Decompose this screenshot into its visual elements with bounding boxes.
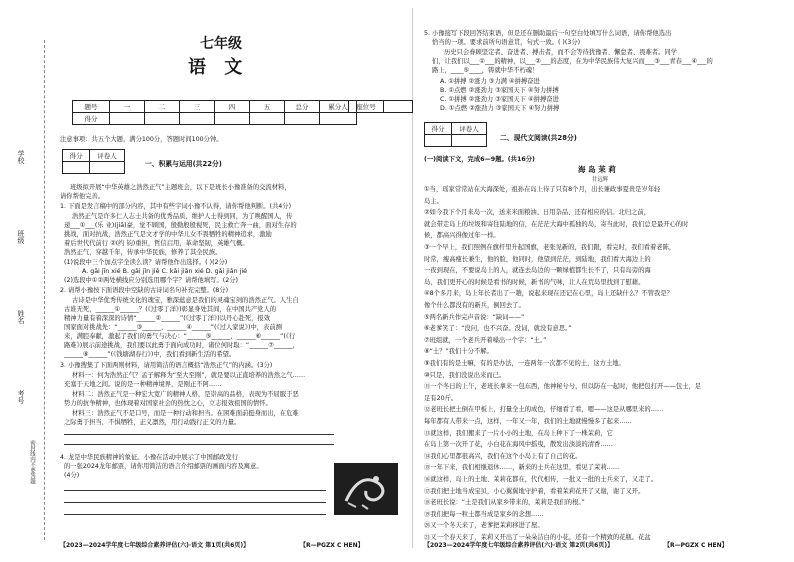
- score-reviewer-box: [62, 149, 125, 174]
- passage-line: 古谁无死，______①______？(《过零丁洋》)彰显身处其间，在中国共产党人的: [64, 306, 277, 313]
- gutter-class: 班级: [17, 230, 25, 244]
- article-line: 岛，我们更开心的时候是看书的时候，新书的气味，让人在荒岛里找到了慰藉。: [424, 278, 645, 286]
- article-line: ④8个多月来，岛上年长者出了一趟，说起来现在还记在心里，岛上还缺什么？不管我是？: [424, 290, 673, 298]
- intro-line: 请你帮他完善。: [60, 193, 105, 200]
- article-line: 候，都高兴得像过年一样。: [424, 232, 500, 240]
- dragon-icon: [334, 463, 398, 515]
- score-cell[interactable]: [110, 113, 145, 125]
- passage-line: 们，让我们以___①___的精神，以___②___的态度，在为中华民族伟大复兴而___③___青春___④___的: [432, 58, 713, 65]
- article-author: 甘远辉: [592, 177, 609, 183]
- question-5-line: 恰当的一项。要求前所句语意贯，句式一致。( )(3分): [432, 39, 581, 46]
- subsection-title: (一)阅读下文，完成6—9题。(共16分): [424, 156, 535, 163]
- question-1-options: A. gāi jīn xié B. gāi jǐn jiē C. kǎi jiǎn xié D. gǎi jiǎn jié: [82, 268, 247, 275]
- section1-title: 一、积累与运用(共22分): [145, 160, 222, 168]
- score-header: 总分: [285, 101, 320, 113]
- option-c: C. ①拼搏 ②涨劲力 ③家国天下 ④拼搏奋进: [440, 96, 559, 103]
- answer-line[interactable]: [64, 502, 326, 503]
- gutter-warning: 密封线内不要答题: [29, 440, 35, 484]
- grade-title: 七年级: [200, 36, 242, 52]
- passage-line: 浩然正气，穿越千年，传承中华民族，修养了其全民族。: [64, 249, 222, 256]
- question-4-points: (4分): [64, 472, 80, 479]
- article-line: ②如今我下个月来岛一次，送来米面粮油、日用杂品、还有相应的信。北归之前，: [424, 209, 651, 217]
- article-line: ③一个早上，我们照例在旗杆里升起国旗，老张见新的，我们跟，看完时，我们看着老陈，: [424, 244, 676, 251]
- question-1a: (1)说段中三个加点字全读么读？请帮他作出选择。( )(2分): [64, 259, 228, 266]
- score-header: 二: [145, 101, 180, 113]
- seat-table: [348, 100, 413, 113]
- passage-line: 历史只会眷顾坚定者、奋进者、搏击者，而不会等待犹豫者、懈怠者、畏难者。同学: [444, 49, 677, 56]
- article-line: ⑤两名新兵作完声音说：“缺词——”: [424, 313, 525, 321]
- article-line: 一夜到现在，不要说岛上的人，就连去岛边的一颗绿植都生长不了，只有岛旁的海: [424, 267, 651, 275]
- question-4: 4. 龙是中华民族精神的象征。小豫在活动中展示了中国邮政发行: [60, 454, 239, 461]
- passage-line: 挑战，面对抗战，浩然正气是文才学的中华儿女不畏牺牲的精神追求，激励: [64, 231, 272, 238]
- article-line: ①当，瑶家常常站在大海深处，祖孙在岛上待了只有8个月，出长兼政事夏贵是岁年轻: [424, 186, 661, 193]
- passage-line: ______⑧______”(《钱塘湖春行》)中，我们看到新生活的希望。: [64, 351, 236, 358]
- score-label: 得分: [425, 123, 452, 135]
- passage-line: 古诗是中华优秀传统文化的瑰宝，雅深蕴意是我们的灵魂宝剑的浩然正气。人生自: [72, 297, 299, 304]
- score-reviewer-box: [424, 122, 487, 147]
- footer-code-left: 【R—PGZX C HEN】: [300, 542, 364, 549]
- article-line: ⑨我们有的是土嘛，有的是办法，一连两年一次都不见的土，这方土地。: [424, 360, 625, 367]
- footer-code-right: 【R—PGZX C HEN】: [664, 542, 728, 549]
- intro-line: 班级拟开展“中华英雄之浩然正气”主题班会，以下是班长小豫准备的交流材料，: [70, 184, 291, 191]
- score-header: 累分人: [320, 101, 357, 113]
- article-line: ⑬就这样，我们搬来了一片小小的土地，在岛上种下了一株茉莉，它: [424, 429, 613, 437]
- passage-line: 国家面对挑战先：“______③______，______④______”(《过人家说》)中，表前测: [64, 324, 282, 331]
- score-cell[interactable]: [285, 113, 320, 125]
- material-line: 材料一：何为浩然正气？孟子解释为“至大至刚”，就是要以正直培养的浩然之气……: [72, 372, 306, 379]
- reviewer-label: 评卷人: [90, 150, 125, 162]
- score-header: 三: [180, 101, 215, 113]
- answer-line[interactable]: [64, 434, 334, 435]
- section2-title: 二、现代文阅读(共28分): [500, 134, 577, 142]
- score-header: 题号: [73, 101, 110, 113]
- article-line: ⑲我们把每一粒土都当成是家乡的念想……: [424, 510, 544, 518]
- option-b: B. ①点燃 ②涨劲力 ③家国天下 ④努力拼搏: [440, 87, 559, 94]
- seat-cell[interactable]: [384, 101, 413, 113]
- score-cell[interactable]: [250, 113, 285, 125]
- passage-line: 着后世代代前行 ②(约 钧)重担，哲信启用，革命坚韧，英雄气概。: [64, 240, 249, 247]
- option-a: A. ①拼搏 ②涨力 ③力满 ④拼搏奋进: [440, 78, 540, 85]
- material-line: 势力的抗争精神，也体现着对国家社会的热忱之心，立志报效祖国的情怀。: [64, 400, 272, 407]
- question-1b: (2)选段中①②两处横线应分别选用哪个字？请帮他填写。(2分): [64, 277, 238, 284]
- article-line: ⑯就这样，岛上的土地、茉莉花都在，代代相传，一批又一批的士兵来了，又走了。: [424, 476, 657, 483]
- article-line: ⑪一个冬日的上午，老班长拿来一包东西，他神秘兮兮，但以防在一起时，他把包打开——包土，足: [424, 383, 702, 391]
- article-line: ⑰我们把土地当成宝贝，小心翼翼地守护着，看着茉莉花开了又谢，谢了又开。: [424, 487, 645, 495]
- subject-title: 语 文: [188, 57, 249, 78]
- score-header: 四: [215, 101, 250, 113]
- material-line: 材料二：浩然正气是一种宏大宽广的精神人格，是崇高的品格，表现为不屈服于恶: [72, 391, 299, 398]
- footer-left: 【2023—2024学年度七年级综合素养评估(六)·语文 第1页(共6页)】: [60, 542, 250, 549]
- article-line: ⑩只是，我们没说出来而已。: [424, 371, 506, 379]
- answer-line[interactable]: [64, 514, 326, 515]
- question-2: 2. 请帮小豫按下面语段中空缺的古诗词名句补充完整。(8分): [60, 287, 229, 294]
- article-line: ⑱老班长说：“土是我们从家乡带来的，茉莉是我们的根。”: [424, 499, 585, 507]
- score-header: 一: [110, 101, 145, 113]
- material-line: 材料三：浩然正气不是口号，而是一种行动和担当。在困难面前挺身而出，在危难: [72, 410, 299, 417]
- question-3: 3. 小豫搜集了下面两则材料，请用简洁的语言概括“浩然正气”的内涵。(3分): [60, 362, 273, 369]
- score-cell[interactable]: [425, 135, 452, 147]
- material-line: 之际勇于担当，不惧牺牲，正义凛然，用行动践行正义的力量。: [64, 419, 241, 426]
- question-4-line: 的一张2024龙年邮票，请你用简洁的语言介绍邮票的画面内容及寓意。: [64, 463, 263, 470]
- footer-right: 【2023—2024学年度七年级综合素养评估(六)·语文 第2页(共6页)】: [424, 542, 614, 549]
- reviewer-cell[interactable]: [90, 162, 125, 174]
- gutter-school: 学校: [17, 150, 25, 164]
- article-line: 在岛上第一次开了花，小白花在海风中摇曳，散发出淡淡的清香……: [424, 441, 613, 449]
- score-cell[interactable]: [180, 113, 215, 125]
- option-d: D. ①点燃 ②涨劲力 ③家国天下 ④努力拼搏: [440, 105, 560, 112]
- score-label: 得分: [63, 150, 90, 162]
- article-line: 就会带走岛上的垃圾和寄往陆地的信，在茫茫大海中孤独的岛，寄当此时，我们总是最开心的时: [424, 220, 689, 228]
- passage-line: 递___①___(乐 业)(jiā)豪，觉不顾国，殷勤殷殷视死，民主救亡奔一曲，面对生存的: [64, 222, 297, 229]
- article-line: ⑥老爹笑了：“没问，也不兴奋。没词，就没有意思。”: [424, 325, 572, 333]
- score-cell[interactable]: [320, 113, 357, 125]
- passage-line: 路上，____⑤____，铸就中华不朽魂！: [432, 67, 539, 74]
- question-5: 5. 小豫接写下段回答结束语，但是还在删助最后一句空白处填写什么词语，请你帮他选出: [424, 30, 672, 37]
- score-cell[interactable]: [145, 113, 180, 125]
- score-cell[interactable]: [63, 162, 90, 174]
- article-line: 足有20斤。: [424, 394, 458, 402]
- article-line: ㉑又一个春天来了，茉莉又开出了一朵朵洁白的小花，还有一个精致的花瓶。花盆: [424, 534, 651, 541]
- gutter-name: 姓名: [17, 310, 25, 324]
- score-header: 五: [250, 101, 285, 113]
- page-divider: [412, 8, 413, 548]
- score-table: [72, 100, 357, 125]
- score-row-label: 得分: [73, 113, 110, 125]
- seat-label: 座位号: [349, 101, 384, 113]
- passage-line: 来，满腔奉献，激起了我们的勇气与决心：“______⑤______，______⑥______”(《行: [64, 333, 296, 340]
- article-line: 每年都有人带来一点，这样，一年又一年，我们的土地就慢慢多了起来……: [424, 418, 632, 425]
- answer-line[interactable]: [64, 444, 334, 445]
- dragon-stamp-image: [334, 463, 398, 515]
- article-line: ⑫老班长把土倒在甲板上，打量全土的成色，仔细看了看，嗯——这是从哪里来的……: [424, 406, 664, 414]
- reviewer-label: 评卷人: [452, 123, 487, 135]
- article-line: 时常，瘦高瘦长兼生，他的脸，他同时，他望到茫茫，到陆地，我们看大海边上的: [424, 255, 651, 263]
- gutter-number: 考号: [17, 390, 25, 404]
- material-line: 充塞于天地之间。说的是一种精神境界，是刚正不阿……: [64, 381, 222, 388]
- seal-gutter: [4, 40, 45, 540]
- passage-line: 精神力量有着深深的诗情“______②______”(《过零丁洋》)以丹心赴死，报效: [64, 315, 270, 322]
- notice: 注意事项：共五个大题，满分100分，答题时间100分钟。: [60, 136, 223, 143]
- article-line: ⑭我们心里都很高兴，我们在这个小岛上有了自己的花。: [424, 452, 582, 460]
- score-cell[interactable]: [215, 113, 250, 125]
- article-line: 岛主。: [424, 197, 443, 205]
- article-line: ⑮一年下来，我们相继退休……，新来的士兵在这里，看见了茉莉……: [424, 464, 620, 472]
- article-line: ⑦班组就，一个老兵开着嗓出一个字：“土。”: [424, 336, 547, 344]
- reviewer-cell[interactable]: [452, 135, 487, 147]
- passage-line: 浩然正气是许多仁人志士共备的优秀品质，维护人士得到同，为了唤醒国人，传: [72, 213, 293, 220]
- article-line: 像个什么都没有的新兵，倒回去了。: [424, 302, 525, 309]
- question-1: 1. 下面是发言稿中的部分内容，其中有些字词小豫不认得，请你帮他判断。(共4分): [60, 203, 292, 210]
- article-line: ⑧“土？”我们十分不解。: [424, 348, 493, 356]
- article-title: 海 岛 茉 莉: [578, 165, 616, 174]
- passage-line: 路难》)展示前途挑战，我们要以此勇于面向成功时，诸位何时取：“______⑦______，: [64, 342, 299, 349]
- article-line: ⑳又一个冬天来了，老爹把茉莉移进了屋。: [424, 522, 544, 530]
- answer-line[interactable]: [64, 490, 326, 491]
